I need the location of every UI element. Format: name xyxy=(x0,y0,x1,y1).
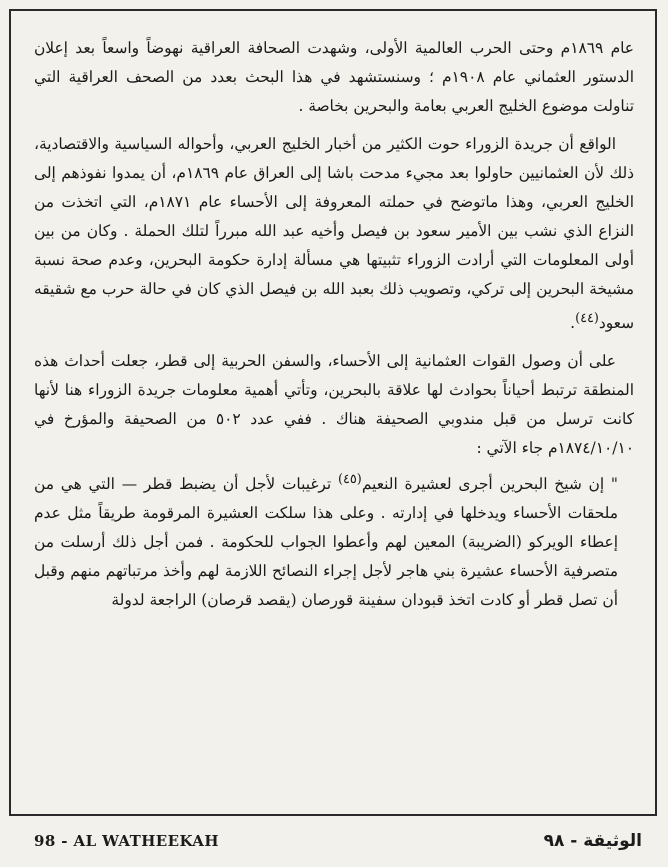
footer-page-label-arabic: الوثيقة - ٩٨ xyxy=(543,831,642,851)
footer-page-label-latin: 98 - AL WATHEEKAH xyxy=(34,832,219,850)
paragraph-3: على أن وصول القوات العثمانية إلى الأحساء، والسفن الحربية إلى قطر، جعلت أحداث هذه المنطقة ترتبط أحياناً بحوادث لها علاقة بالبحرين، وتأتي أهمية معلومات جريدة الزوراء هنا لأنها كانت ترسل من قبل مندوبي الصحيفة هناك . ففي عدد ٥٠٢ من الصحيفة والمؤرخ في ١٨٧٤/١٠/١٠م جاء الآتي : xyxy=(34,352,634,458)
page-footer xyxy=(34,826,642,856)
quotation-block xyxy=(34,465,634,615)
quotation-text: ترغيبات لأجل أن يضبط قطر — التي هي من ملحقات الأحساء ويدخلها في إدارته . وعلى هذا سلكت العشيرة المرقومة طريقاً مثل عدم إعطاء الويركو (الضريبة) المعين لهم وأعطوا الجواب للحكومة . فمن أجل ذلك أرسلت من متصرفية الأحساء عشيرة بني هاجر لأجل إجراء النصائح اللازمة لهم وأخذ مرتباتهم منهم وقبل أن تصل قطر أو كادت اتخذ قبودان سفينة قورصان (يقصد قرصان) الراجعة لدولة xyxy=(34,475,618,610)
footnote-ref-44: (٤٤) xyxy=(575,311,599,326)
footnote-ref-45: (٤٥) xyxy=(338,472,362,488)
paragraph-2: الواقع أن جريدة الزوراء حوت الكثير من أخبار الخليج العربي، وأحواله السياسية والاقتصادية، ذلك لأن العثمانيين حاولوا بعد مجيء مدحت باشا إلى العراق عام ١٨٦٩م، أن يمدوا نفوذهم إلى الخليج العربي، وهذا ماتوضح في حملته المعروفة إلى الأحساء عام ١٨٧١م، التي اتخذت من النزاع الذي نشب بين الأمير سعود بن فيصل وأخيه عبد الله مبرراً لتلك الحملة . وكان من بين أولى المعلومات التي أرادت الزوراء تثبيتها هي مسألة إدارة حكومة البحرين، وعدم صحة نسبة مشيخة البحرين إلى تركي، وتصويب ذلك بعبد الله بن فيصل الذي كان في حالة حرب مع شقيقه سعود$^{(٤٤)}$. xyxy=(34,135,635,333)
quotation-start: " إن شيخ البحرين أجرى لعشيرة النعيم xyxy=(361,475,618,494)
article-body xyxy=(34,34,634,615)
paragraph-1: عام ١٨٦٩م وحتى الحرب العالمية الأولى، وشهدت الصحافة العراقية نهوضاً واسعاً بعد إعلان الدستور العثماني عام ١٩٠٨م ؛ وسنستشهد في هذا البحث بعدد من الصحف العراقية التي تناولت موضوع الخليج العربي بعامة والبحرين بخاصة . xyxy=(34,39,634,115)
paragraph-2-text: الواقع أن جريدة الزوراء حوت الكثير من أخبار الخليج العربي، وأحواله السياسية والاقتصادية، ذلك لأن العثمانيين حاولوا بعد مجيء مدحت باشا إلى العراق عام ١٨٦٩م، أن يمدوا نفوذهم إلى الخليج العربي، وهذا ماتوضح في حملته المعروفة إلى الأحساء عام ١٨٧١م، التي اتخذت من النزاع الذي نشب بين الأمير سعود بن فيصل وأخيه عبد الله مبرراً لتلك الحملة . وكان من بين أولى المعلومات التي أرادت الزوراء تثبيتها هي مسألة إدارة حكومة البحرين، وعدم صحة نسبة مشيخة البحرين إلى تركي، وتصويب ذلك بعبد الله بن فيصل الذي كان في حالة حرب مع شقيقه سعود xyxy=(34,135,635,333)
